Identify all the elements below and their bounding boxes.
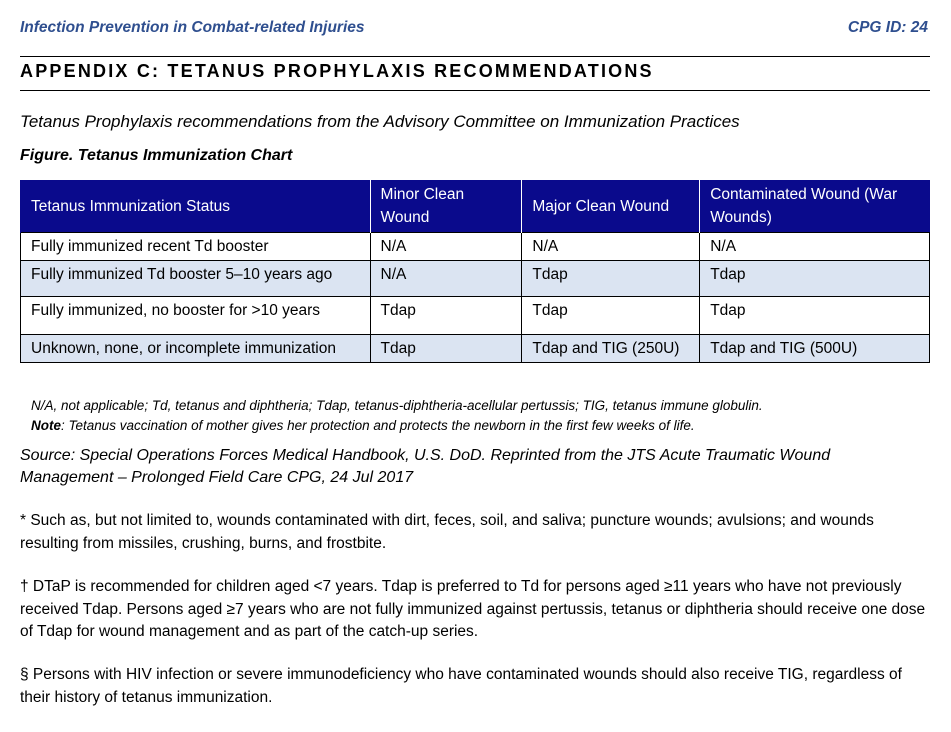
document-title: Infection Prevention in Combat-related Injuries bbox=[20, 19, 365, 36]
table-cell: N/A bbox=[370, 233, 522, 261]
table-row bbox=[21, 233, 930, 261]
table-row bbox=[21, 297, 930, 335]
footnote-section: § Persons with HIV infection or severe immunodeficiency who have contaminated wounds should also receive TIG, regardless of their history of tetanus immunization. bbox=[20, 666, 902, 706]
figure-title: Figure. Tetanus Immunization Chart bbox=[20, 147, 293, 164]
column-header: Tetanus Immunization Status bbox=[21, 180, 371, 233]
table-cell: Tdap and TIG (250U) bbox=[522, 335, 700, 363]
table-cell: Tdap bbox=[370, 335, 522, 363]
table-cell: N/A bbox=[370, 261, 522, 297]
table-row bbox=[21, 335, 930, 363]
note-text: : Tetanus vaccination of mother gives her protection and protects the newborn in the first few weeks of life. bbox=[61, 418, 695, 433]
note-label: Note bbox=[31, 418, 61, 433]
source-citation: Source: Special Operations Forces Medical Handbook, U.S. DoD. Reprinted from the JTS Acute Traumatic Wound Management – Prolonged Field Care CPG, 24 Jul 2017 bbox=[20, 447, 831, 486]
table-cell: Fully immunized, no booster for >10 years bbox=[21, 297, 371, 335]
appendix-title: APPENDIX C: TETANUS PROPHYLAXIS RECOMMENDATIONS bbox=[20, 61, 654, 81]
table-cell: N/A bbox=[700, 233, 930, 261]
column-header: Major Clean Wound bbox=[522, 180, 700, 233]
abbreviations-note: N/A, not applicable; Td, tetanus and diphtheria; Tdap, tetanus-diphtheria-acellular pertussis; TIG, tetanus immune globulin. bbox=[31, 398, 763, 413]
column-header: Minor Clean Wound bbox=[370, 180, 522, 233]
table-cell: N/A bbox=[522, 233, 700, 261]
table-cell: Tdap bbox=[522, 261, 700, 297]
table-cell: Fully immunized recent Td booster bbox=[21, 233, 371, 261]
footnote-asterisk: * Such as, but not limited to, wounds contaminated with dirt, feces, soil, and saliva; puncture wounds; avulsions; and wounds resulting from missiles, crushing, burns, and frostbite. bbox=[20, 512, 874, 552]
table-cell: Fully immunized Td booster 5–10 years ago bbox=[21, 261, 371, 297]
column-header: Contaminated Wound (War Wounds) bbox=[700, 180, 930, 233]
table-row bbox=[21, 261, 930, 297]
table-cell: Tdap bbox=[700, 261, 930, 297]
vaccination-note bbox=[31, 416, 763, 436]
table-cell: Tdap bbox=[370, 297, 522, 335]
tetanus-immunization-table bbox=[20, 180, 930, 363]
table-header-row bbox=[21, 180, 930, 233]
table-cell: Tdap bbox=[700, 297, 930, 335]
cpg-id: CPG ID: 24 bbox=[847, 19, 928, 36]
table-notes bbox=[31, 396, 763, 436]
bottom-rule bbox=[20, 90, 930, 91]
top-rule bbox=[20, 56, 930, 57]
table-cell: Tdap bbox=[522, 297, 700, 335]
intro-text: Tetanus Prophylaxis recommendations from the Advisory Committee on Immunization Practices bbox=[20, 112, 740, 131]
table-cell: Unknown, none, or incomplete immunization bbox=[21, 335, 371, 363]
table-cell: Tdap and TIG (500U) bbox=[700, 335, 930, 363]
footnote-dagger: † DTaP is recommended for children aged <7 years. Tdap is preferred to Td for persons aged ≥11 years who have not previously received Tdap. Persons aged ≥7 years who are not fully immunized against pertussis, tetanus or diphtheria should receive one dose of Tdap for wound management and as part of the catch-up series. bbox=[20, 578, 926, 640]
